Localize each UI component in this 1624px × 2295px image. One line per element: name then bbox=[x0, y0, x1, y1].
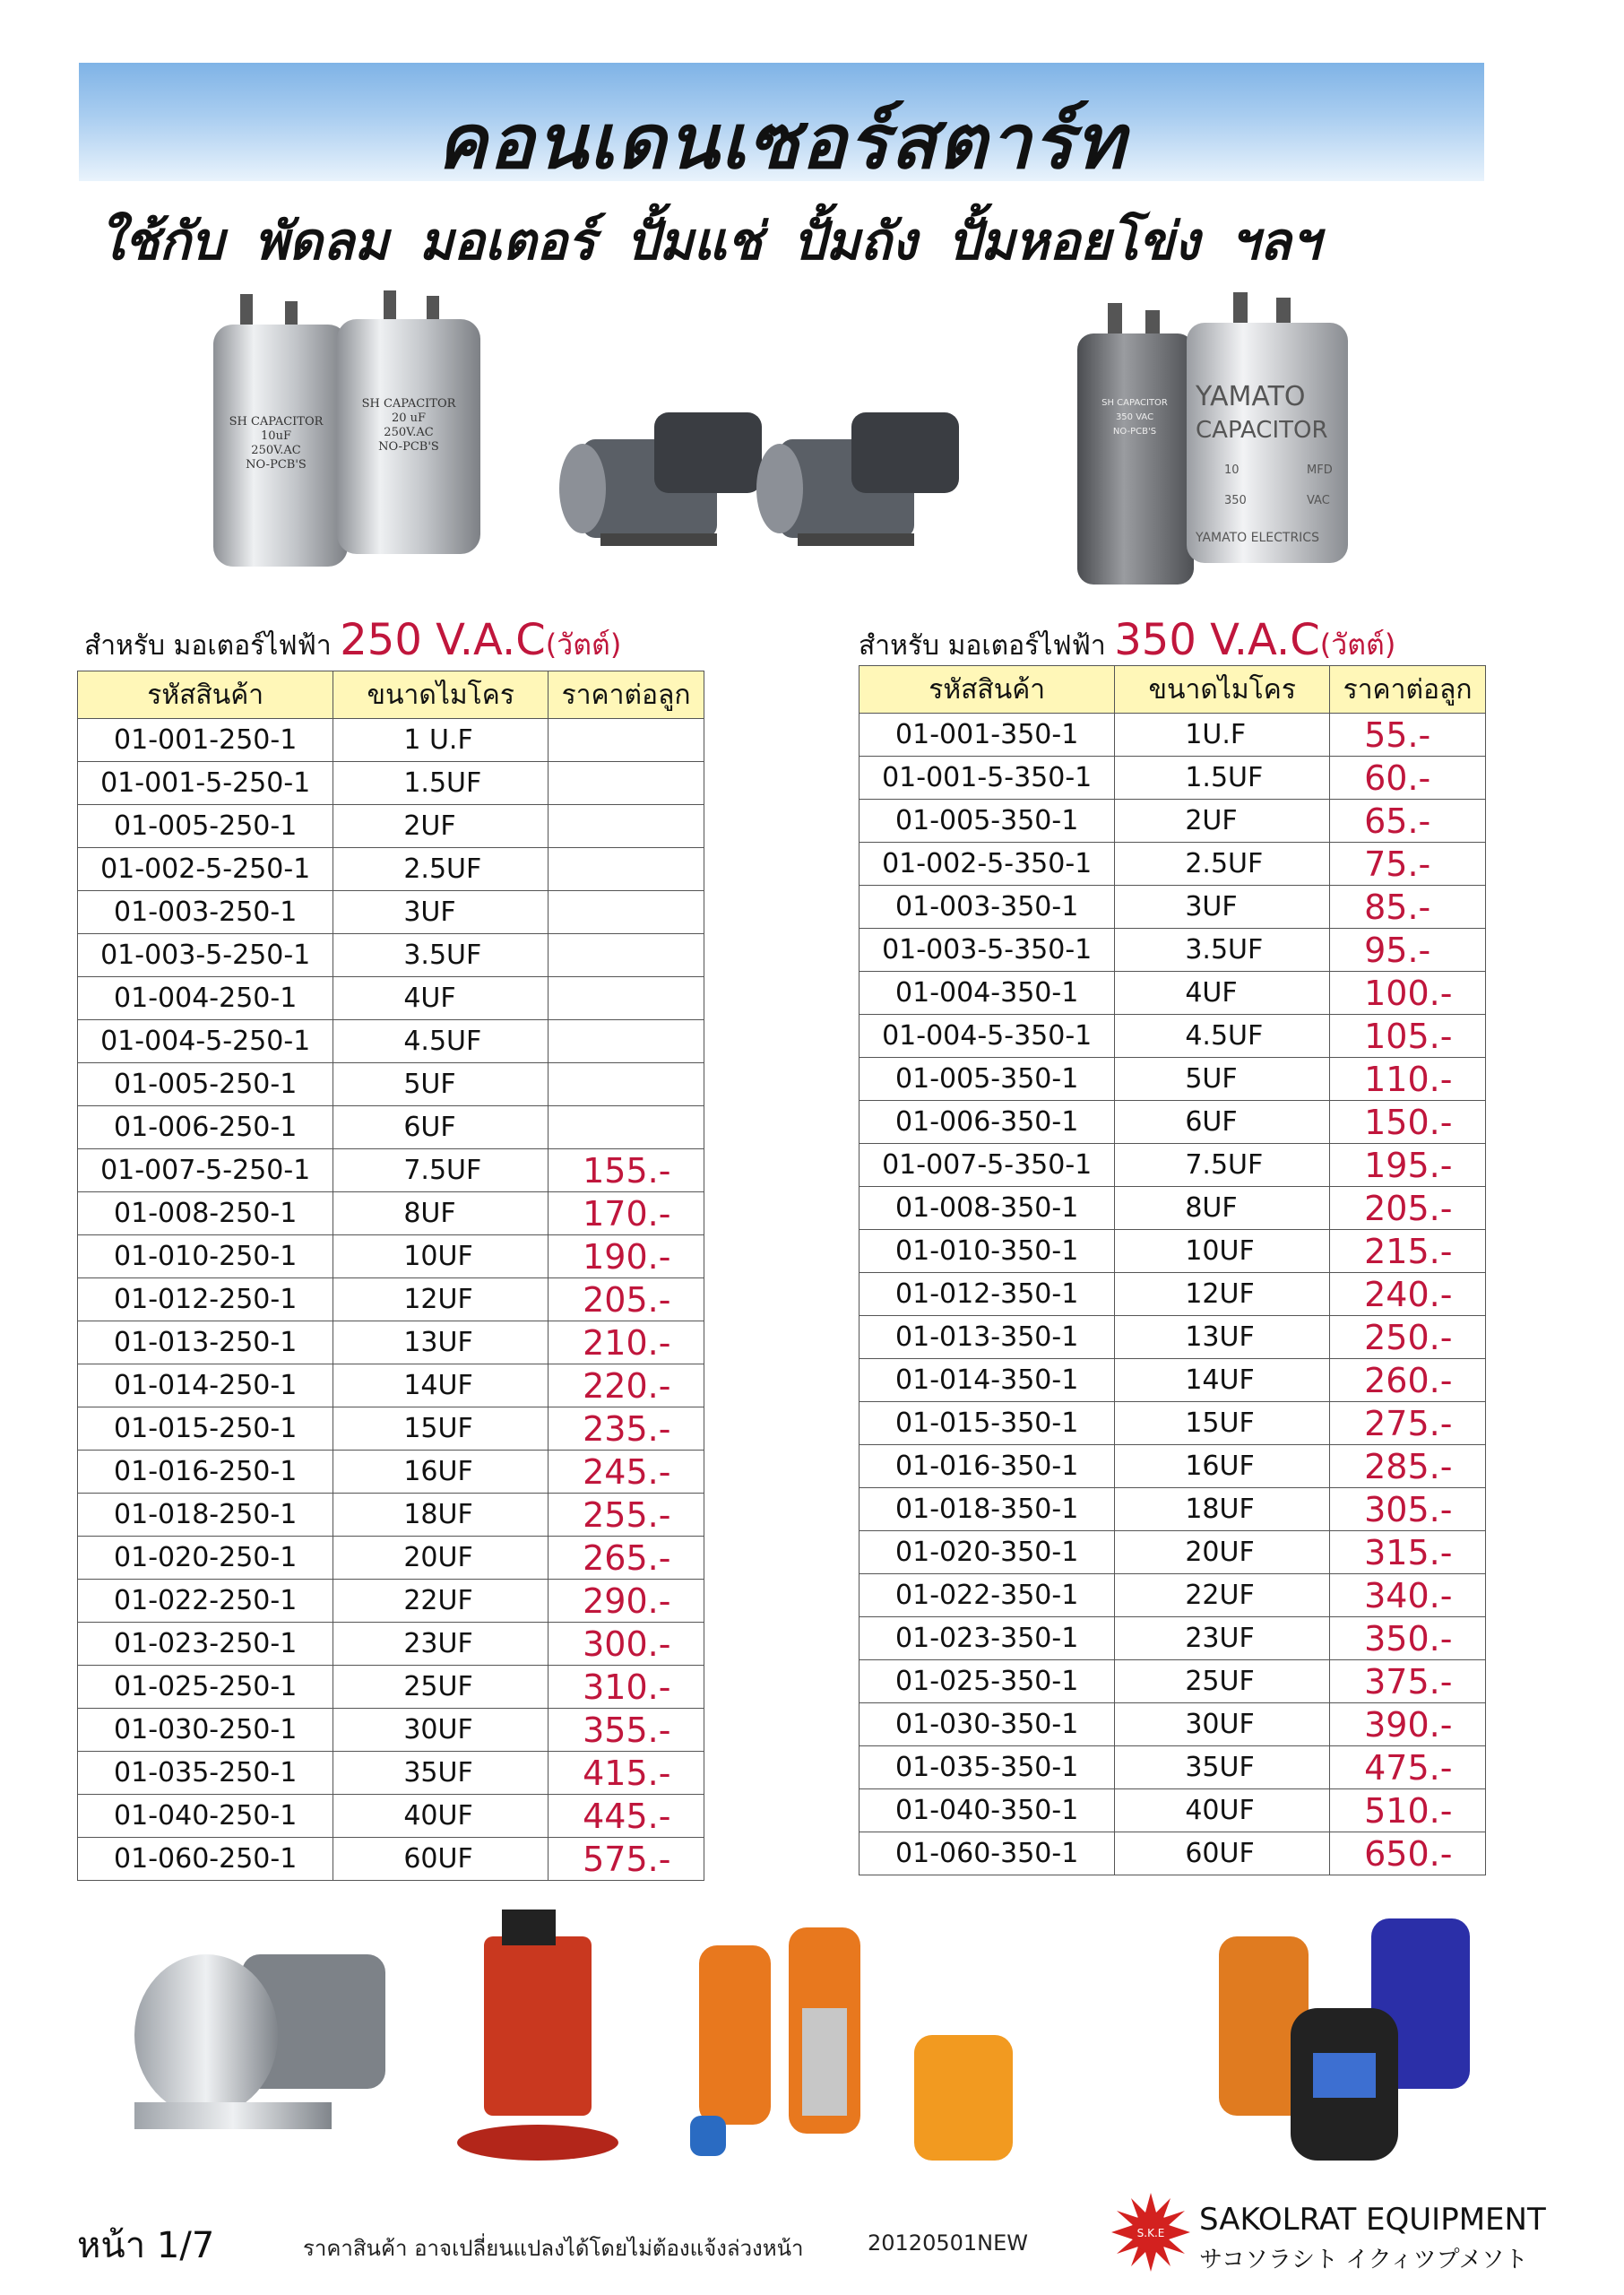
capacitance: 6UF bbox=[1115, 1101, 1330, 1144]
unit-price: 100.- bbox=[1330, 972, 1486, 1015]
capacitance: 30UF bbox=[333, 1709, 549, 1752]
company-name-jp: サコソラシト イクィツプメソト bbox=[1199, 2247, 1528, 2273]
table-row bbox=[78, 1451, 704, 1494]
product-code: 01-001-250-1 bbox=[78, 719, 333, 762]
product-code: 01-003-5-250-1 bbox=[78, 934, 333, 977]
cap-left-1-line-0: SH CAPACITOR bbox=[229, 415, 324, 429]
cap-right-1-line-0: SH CAPACITOR bbox=[1101, 398, 1168, 408]
table-row bbox=[860, 1445, 1486, 1488]
cap-right-1-line-2: NO-PCB'S bbox=[1112, 427, 1157, 437]
product-code: 01-023-350-1 bbox=[860, 1617, 1115, 1660]
table-row bbox=[860, 1789, 1486, 1832]
col-header-price: ราคาต่อลูก bbox=[549, 671, 704, 719]
cap-right-2-mfd: MFD bbox=[1307, 463, 1333, 477]
product-code: 01-020-250-1 bbox=[78, 1537, 333, 1580]
capacitance: 25UF bbox=[333, 1666, 549, 1709]
product-code: 01-015-250-1 bbox=[78, 1407, 333, 1451]
capacitance: 20UF bbox=[333, 1537, 549, 1580]
product-code: 01-010-250-1 bbox=[78, 1235, 333, 1278]
capacitor-photo-left bbox=[186, 289, 491, 585]
table-row bbox=[78, 848, 704, 891]
table-row bbox=[860, 1187, 1486, 1230]
unit-price: 195.- bbox=[1330, 1144, 1486, 1187]
table-row bbox=[78, 1192, 704, 1235]
table-row bbox=[860, 1230, 1486, 1273]
page-title: คอนเดนเซอร์สตาร์ท bbox=[436, 98, 1127, 186]
capacitance: 7.5UF bbox=[333, 1149, 549, 1192]
unit-price: 510.- bbox=[1330, 1789, 1486, 1832]
unit-price: 340.- bbox=[1330, 1574, 1486, 1617]
unit-price: 110.- bbox=[1330, 1058, 1486, 1101]
price-table-250v-body bbox=[78, 719, 704, 1881]
logo-text: S.K.E bbox=[1136, 2227, 1165, 2239]
unit-price: 220.- bbox=[549, 1364, 704, 1407]
unit-price bbox=[549, 1106, 704, 1149]
table-row bbox=[78, 1580, 704, 1623]
centrifugal-pump-photo bbox=[108, 1927, 403, 2143]
col-header-code: รหัสสินค้า bbox=[78, 671, 333, 719]
product-code: 01-040-250-1 bbox=[78, 1795, 333, 1838]
product-code: 01-022-250-1 bbox=[78, 1580, 333, 1623]
capacitance: 3.5UF bbox=[333, 934, 549, 977]
right-section-label bbox=[859, 615, 1395, 668]
col-header-price: ราคาต่อลูก bbox=[1330, 666, 1486, 714]
capacitance: 23UF bbox=[1115, 1617, 1330, 1660]
price-table-350v-body bbox=[860, 714, 1486, 1875]
unit-price: 390.- bbox=[1330, 1703, 1486, 1746]
unit-price bbox=[549, 891, 704, 934]
table-header-row bbox=[860, 666, 1486, 714]
product-code: 01-001-5-350-1 bbox=[860, 757, 1115, 800]
capacitance: 13UF bbox=[333, 1321, 549, 1364]
table-row bbox=[860, 1273, 1486, 1316]
left-section-label bbox=[84, 615, 621, 668]
product-code: 01-015-350-1 bbox=[860, 1402, 1115, 1445]
table-row bbox=[78, 719, 704, 762]
unit-price: 415.- bbox=[549, 1752, 704, 1795]
unit-price: 355.- bbox=[549, 1709, 704, 1752]
capacitance: 8UF bbox=[1115, 1187, 1330, 1230]
capacitance: 13UF bbox=[1115, 1316, 1330, 1359]
cap-right-2-vac: VAC bbox=[1307, 494, 1330, 507]
unit-price: 245.- bbox=[549, 1451, 704, 1494]
table-row bbox=[78, 1278, 704, 1321]
table-row bbox=[78, 1364, 704, 1407]
capacitance: 20UF bbox=[1115, 1531, 1330, 1574]
product-code: 01-020-350-1 bbox=[860, 1531, 1115, 1574]
cap-left-1-line-2: 250V.AC bbox=[251, 444, 301, 457]
capacitance: 2.5UF bbox=[333, 848, 549, 891]
product-code: 01-006-350-1 bbox=[860, 1101, 1115, 1144]
capacitance: 4.5UF bbox=[1115, 1015, 1330, 1058]
table-row bbox=[78, 1020, 704, 1063]
product-code: 01-006-250-1 bbox=[78, 1106, 333, 1149]
table-row bbox=[860, 1703, 1486, 1746]
product-code: 01-010-350-1 bbox=[860, 1230, 1115, 1273]
price-disclaimer: ราคาสินค้า อาจเปลี่ยนแปลงได้โดยไม่ต้องแจ้งล่วงหน้า bbox=[303, 2236, 804, 2261]
capacitor-photo-right bbox=[1072, 289, 1377, 593]
unit-price bbox=[549, 848, 704, 891]
unit-price: 475.- bbox=[1330, 1746, 1486, 1789]
product-code: 01-004-5-350-1 bbox=[860, 1015, 1115, 1058]
left-label-prefix: สำหรับ มอเตอร์ไฟฟ้า bbox=[84, 630, 332, 662]
product-code: 01-035-250-1 bbox=[78, 1752, 333, 1795]
company-logo-icon bbox=[1111, 2193, 1190, 2272]
product-code: 01-004-350-1 bbox=[860, 972, 1115, 1015]
capacitance: 1.5UF bbox=[333, 762, 549, 805]
unit-price: 375.- bbox=[1330, 1660, 1486, 1703]
product-code: 01-001-5-250-1 bbox=[78, 762, 333, 805]
product-code: 01-040-350-1 bbox=[860, 1789, 1115, 1832]
unit-price: 55.- bbox=[1330, 714, 1486, 757]
table-row bbox=[860, 972, 1486, 1015]
product-code: 01-008-350-1 bbox=[860, 1187, 1115, 1230]
left-voltage: 250 V.A.C bbox=[340, 615, 546, 665]
capacitance: 5UF bbox=[333, 1063, 549, 1106]
product-code: 01-023-250-1 bbox=[78, 1623, 333, 1666]
cap-right-2-type: CAPACITOR bbox=[1196, 417, 1328, 444]
table-header-row bbox=[78, 671, 704, 719]
document-code: 20120501NEW bbox=[868, 2230, 1029, 2256]
product-code: 01-004-5-250-1 bbox=[78, 1020, 333, 1063]
capacitance: 2UF bbox=[333, 805, 549, 848]
right-voltage-unit: (วัตต์) bbox=[1319, 628, 1396, 662]
table-row bbox=[860, 1316, 1486, 1359]
table-row bbox=[860, 1617, 1486, 1660]
cap-left-1-line-1: 10uF bbox=[261, 429, 291, 443]
cap-right-2-maker: YAMATO ELECTRICS bbox=[1196, 531, 1319, 545]
product-code: 01-060-350-1 bbox=[860, 1832, 1115, 1875]
capacitance: 15UF bbox=[333, 1407, 549, 1451]
capacitance: 60UF bbox=[333, 1838, 549, 1881]
capacitance: 1U.F bbox=[1115, 714, 1330, 757]
capacitance: 5UF bbox=[1115, 1058, 1330, 1101]
price-table-350v bbox=[859, 665, 1486, 1875]
unit-price: 105.- bbox=[1330, 1015, 1486, 1058]
cap-left-2-line-0: SH CAPACITOR bbox=[361, 397, 456, 411]
capacitance: 35UF bbox=[1115, 1746, 1330, 1789]
capacitance: 23UF bbox=[333, 1623, 549, 1666]
table-row bbox=[78, 934, 704, 977]
capacitance: 2.5UF bbox=[1115, 843, 1330, 886]
table-row bbox=[860, 1101, 1486, 1144]
table-row bbox=[860, 1402, 1486, 1445]
unit-price bbox=[549, 977, 704, 1020]
product-code: 01-018-350-1 bbox=[860, 1488, 1115, 1531]
pump-motors-photo bbox=[547, 385, 995, 565]
table-row bbox=[860, 843, 1486, 886]
table-row bbox=[78, 1709, 704, 1752]
product-code: 01-014-250-1 bbox=[78, 1364, 333, 1407]
unit-price: 445.- bbox=[549, 1795, 704, 1838]
unit-price bbox=[549, 934, 704, 977]
unit-price: 235.- bbox=[549, 1407, 704, 1451]
table-row bbox=[860, 1746, 1486, 1789]
submersible-pump-group-photo bbox=[1201, 1901, 1488, 2187]
product-code: 01-025-250-1 bbox=[78, 1666, 333, 1709]
table-row bbox=[78, 1321, 704, 1364]
capacitance: 16UF bbox=[1115, 1445, 1330, 1488]
unit-price: 170.- bbox=[549, 1192, 704, 1235]
unit-price bbox=[549, 805, 704, 848]
table-row bbox=[78, 1149, 704, 1192]
product-code: 01-005-350-1 bbox=[860, 800, 1115, 843]
capacitance: 6UF bbox=[333, 1106, 549, 1149]
capacitance: 15UF bbox=[1115, 1402, 1330, 1445]
capacitance: 3UF bbox=[1115, 886, 1330, 929]
product-code: 01-005-250-1 bbox=[78, 805, 333, 848]
capacitance: 18UF bbox=[333, 1494, 549, 1537]
product-code: 01-001-350-1 bbox=[860, 714, 1115, 757]
table-row bbox=[78, 1537, 704, 1580]
capacitance: 16UF bbox=[333, 1451, 549, 1494]
unit-price bbox=[549, 719, 704, 762]
product-code: 01-035-350-1 bbox=[860, 1746, 1115, 1789]
product-code: 01-003-350-1 bbox=[860, 886, 1115, 929]
product-code: 01-004-250-1 bbox=[78, 977, 333, 1020]
unit-price: 265.- bbox=[549, 1537, 704, 1580]
unit-price: 275.- bbox=[1330, 1402, 1486, 1445]
table-row bbox=[860, 1488, 1486, 1531]
product-code: 01-060-250-1 bbox=[78, 1838, 333, 1881]
product-code: 01-025-350-1 bbox=[860, 1660, 1115, 1703]
table-row bbox=[860, 714, 1486, 757]
unit-price: 305.- bbox=[1330, 1488, 1486, 1531]
table-row bbox=[78, 891, 704, 934]
unit-price: 85.- bbox=[1330, 886, 1486, 929]
table-row bbox=[78, 762, 704, 805]
cap-left-2-line-1: 20 uF bbox=[391, 411, 427, 425]
cap-right-2-mfd-value: 10 bbox=[1224, 463, 1240, 477]
table-row bbox=[860, 1058, 1486, 1101]
unit-price: 300.- bbox=[549, 1623, 704, 1666]
table-row bbox=[860, 1832, 1486, 1875]
product-code: 01-018-250-1 bbox=[78, 1494, 333, 1537]
right-voltage: 350 V.A.C bbox=[1114, 615, 1320, 665]
capacitance: 3.5UF bbox=[1115, 929, 1330, 972]
unit-price: 255.- bbox=[549, 1494, 704, 1537]
product-code: 01-016-350-1 bbox=[860, 1445, 1115, 1488]
capacitance: 4UF bbox=[1115, 972, 1330, 1015]
unit-price bbox=[549, 1063, 704, 1106]
product-code: 01-030-250-1 bbox=[78, 1709, 333, 1752]
table-row bbox=[860, 1531, 1486, 1574]
product-code: 01-002-5-350-1 bbox=[860, 843, 1115, 886]
cap-right-2-vac-value: 350 bbox=[1224, 494, 1247, 507]
capacitance: 3UF bbox=[333, 891, 549, 934]
product-code: 01-007-5-250-1 bbox=[78, 1149, 333, 1192]
unit-price: 310.- bbox=[549, 1666, 704, 1709]
product-code: 01-002-5-250-1 bbox=[78, 848, 333, 891]
capacitance: 22UF bbox=[333, 1580, 549, 1623]
capacitance: 12UF bbox=[1115, 1273, 1330, 1316]
capacitance: 14UF bbox=[333, 1364, 549, 1407]
company-name: SAKOLRAT EQUIPMENT bbox=[1199, 2202, 1546, 2238]
unit-price: 95.- bbox=[1330, 929, 1486, 972]
capacitance: 7.5UF bbox=[1115, 1144, 1330, 1187]
product-code: 01-013-350-1 bbox=[860, 1316, 1115, 1359]
table-row bbox=[78, 805, 704, 848]
left-voltage-unit: (วัตต์) bbox=[545, 628, 622, 662]
table-row bbox=[78, 1235, 704, 1278]
table-row bbox=[860, 1574, 1486, 1617]
cap-right-1-line-1: 350 VAC bbox=[1115, 412, 1154, 422]
table-row bbox=[78, 1838, 704, 1881]
table-row bbox=[860, 1359, 1486, 1402]
capacitance: 2UF bbox=[1115, 800, 1330, 843]
unit-price: 65.- bbox=[1330, 800, 1486, 843]
unit-price: 260.- bbox=[1330, 1359, 1486, 1402]
capacitance: 18UF bbox=[1115, 1488, 1330, 1531]
capacitance: 60UF bbox=[1115, 1832, 1330, 1875]
unit-price: 190.- bbox=[549, 1235, 704, 1278]
col-header-code: รหัสสินค้า bbox=[860, 666, 1115, 714]
col-header-size: ขนาดไมโคร bbox=[333, 671, 549, 719]
table-row bbox=[860, 1015, 1486, 1058]
cap-left-2-line-2: 250V.AC bbox=[384, 426, 434, 439]
unit-price: 575.- bbox=[549, 1838, 704, 1881]
capacitance: 10UF bbox=[1115, 1230, 1330, 1273]
unit-price: 210.- bbox=[549, 1321, 704, 1364]
product-code: 01-022-350-1 bbox=[860, 1574, 1115, 1617]
right-label-prefix: สำหรับ มอเตอร์ไฟฟ้า bbox=[859, 630, 1106, 662]
capacitance: 1 U.F bbox=[333, 719, 549, 762]
unit-price: 150.- bbox=[1330, 1101, 1486, 1144]
title-banner bbox=[79, 63, 1484, 186]
col-header-size: ขนาดไมโคร bbox=[1115, 666, 1330, 714]
capacitance: 14UF bbox=[1115, 1359, 1330, 1402]
unit-price: 60.- bbox=[1330, 757, 1486, 800]
table-row bbox=[78, 977, 704, 1020]
capacitance: 4.5UF bbox=[333, 1020, 549, 1063]
capacitance: 22UF bbox=[1115, 1574, 1330, 1617]
page-subtitle: ใช้กับ พัดลม มอเตอร์ ปั้มแช่ ปั้มถัง ปั้มหอยโข่ง ฯลฯ bbox=[99, 211, 1321, 272]
unit-price: 285.- bbox=[1330, 1445, 1486, 1488]
product-code: 01-016-250-1 bbox=[78, 1451, 333, 1494]
capacitance: 40UF bbox=[333, 1795, 549, 1838]
unit-price: 240.- bbox=[1330, 1273, 1486, 1316]
cap-right-2-brand: YAMATO bbox=[1196, 381, 1306, 412]
unit-price: 650.- bbox=[1330, 1832, 1486, 1875]
product-code: 01-013-250-1 bbox=[78, 1321, 333, 1364]
table-row bbox=[78, 1752, 704, 1795]
unit-price: 205.- bbox=[1330, 1187, 1486, 1230]
table-row bbox=[78, 1494, 704, 1537]
table-row bbox=[860, 757, 1486, 800]
unit-price: 290.- bbox=[549, 1580, 704, 1623]
product-code: 01-007-5-350-1 bbox=[860, 1144, 1115, 1187]
product-code: 01-012-250-1 bbox=[78, 1278, 333, 1321]
unit-price: 315.- bbox=[1330, 1531, 1486, 1574]
table-row bbox=[860, 800, 1486, 843]
capacitance: 1.5UF bbox=[1115, 757, 1330, 800]
unit-price: 205.- bbox=[549, 1278, 704, 1321]
product-code: 01-030-350-1 bbox=[860, 1703, 1115, 1746]
capacitance: 40UF bbox=[1115, 1789, 1330, 1832]
unit-price: 250.- bbox=[1330, 1316, 1486, 1359]
table-row bbox=[78, 1407, 704, 1451]
table-row bbox=[78, 1623, 704, 1666]
capacitance: 4UF bbox=[333, 977, 549, 1020]
capacitance: 10UF bbox=[333, 1235, 549, 1278]
product-code: 01-005-250-1 bbox=[78, 1063, 333, 1106]
product-code: 01-008-250-1 bbox=[78, 1192, 333, 1235]
product-code: 01-005-350-1 bbox=[860, 1058, 1115, 1101]
capacitance: 8UF bbox=[333, 1192, 549, 1235]
table-row bbox=[860, 1144, 1486, 1187]
product-code: 01-012-350-1 bbox=[860, 1273, 1115, 1316]
cap-left-1-line-3: NO-PCB'S bbox=[246, 458, 307, 472]
table-row bbox=[78, 1666, 704, 1709]
unit-price: 350.- bbox=[1330, 1617, 1486, 1660]
table-row bbox=[860, 929, 1486, 972]
unit-price: 215.- bbox=[1330, 1230, 1486, 1273]
submersible-pump-orange-photo bbox=[681, 1910, 1040, 2178]
page-number: หน้า 1/7 bbox=[77, 2225, 215, 2266]
unit-price bbox=[549, 1020, 704, 1063]
cap-left-2-line-3: NO-PCB'S bbox=[378, 440, 439, 454]
product-code: 01-014-350-1 bbox=[860, 1359, 1115, 1402]
capacitance: 12UF bbox=[333, 1278, 549, 1321]
unit-price: 75.- bbox=[1330, 843, 1486, 886]
product-code: 01-003-5-350-1 bbox=[860, 929, 1115, 972]
unit-price bbox=[549, 762, 704, 805]
capacitance: 35UF bbox=[333, 1752, 549, 1795]
capacitance: 25UF bbox=[1115, 1660, 1330, 1703]
price-table-250v bbox=[77, 671, 704, 1881]
product-code: 01-003-250-1 bbox=[78, 891, 333, 934]
table-row bbox=[78, 1063, 704, 1106]
table-row bbox=[860, 886, 1486, 929]
table-row bbox=[860, 1660, 1486, 1703]
table-row bbox=[78, 1106, 704, 1149]
table-row bbox=[78, 1795, 704, 1838]
unit-price: 155.- bbox=[549, 1149, 704, 1192]
submersible-pump-red-photo bbox=[448, 1901, 627, 2169]
capacitance: 30UF bbox=[1115, 1703, 1330, 1746]
